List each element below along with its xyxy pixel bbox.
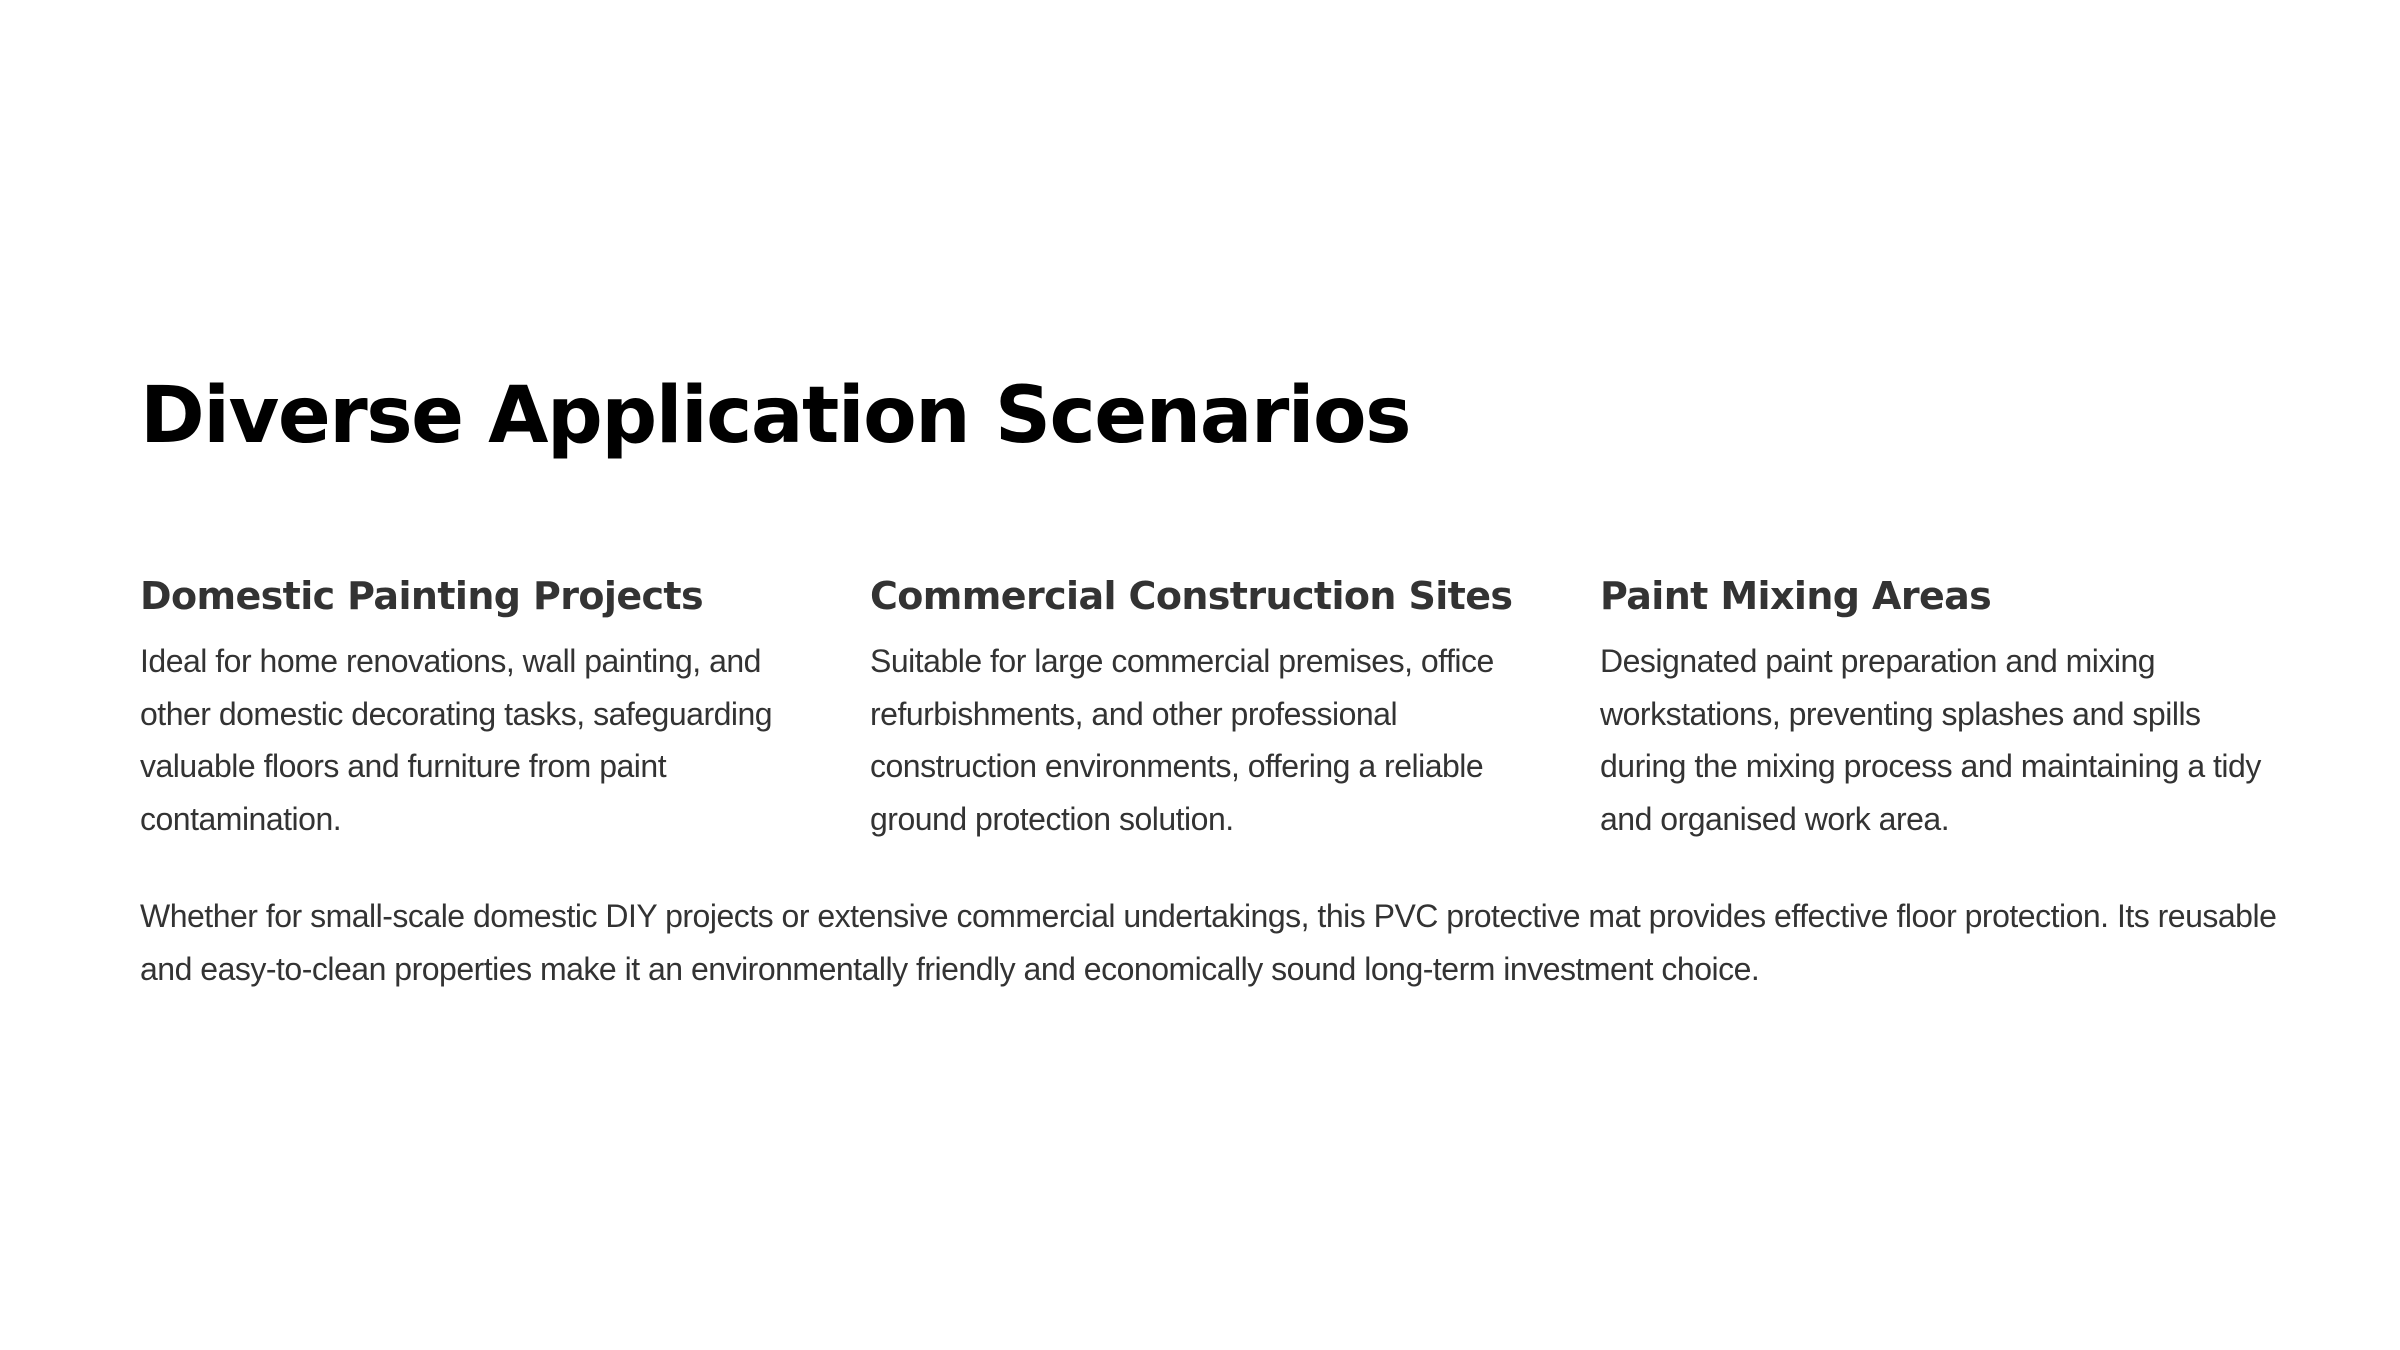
summary-paragraph: Whether for small-scale domestic DIY projects or extensive commercial undertakings, this PVC protective mat provides effective floor protection. Its reusable and easy-to-clean properties make it an environmentally friendly and economically sound long-term investment choice. <box>140 898 2277 987</box>
scenario-description: Ideal for home renovations, wall painting, and other domestic decorating tasks, safeguarding valuable floors and furniture from paint contamination. <box>140 643 773 837</box>
scenario-heading: Paint Mixing Areas <box>1600 574 1992 618</box>
scenario-heading: Commercial Construction Sites <box>870 574 1513 618</box>
scenario-commercial <box>870 565 1560 845</box>
scenario-domestic <box>140 565 830 845</box>
scenario-paint-mixing <box>1600 565 2290 845</box>
scenario-columns <box>140 565 2280 855</box>
scenario-description: Suitable for large commercial premises, office refurbishments, and other professional construction environments, offering a reliable ground protection solution. <box>870 643 1494 837</box>
scenario-heading: Domestic Painting Projects <box>140 574 704 618</box>
page-title: Diverse Application Scenarios <box>140 371 1411 461</box>
scenario-description: Designated paint preparation and mixing workstations, preventing splashes and spills during the mixing process and maintaining a tidy and organised work area. <box>1600 643 2261 837</box>
